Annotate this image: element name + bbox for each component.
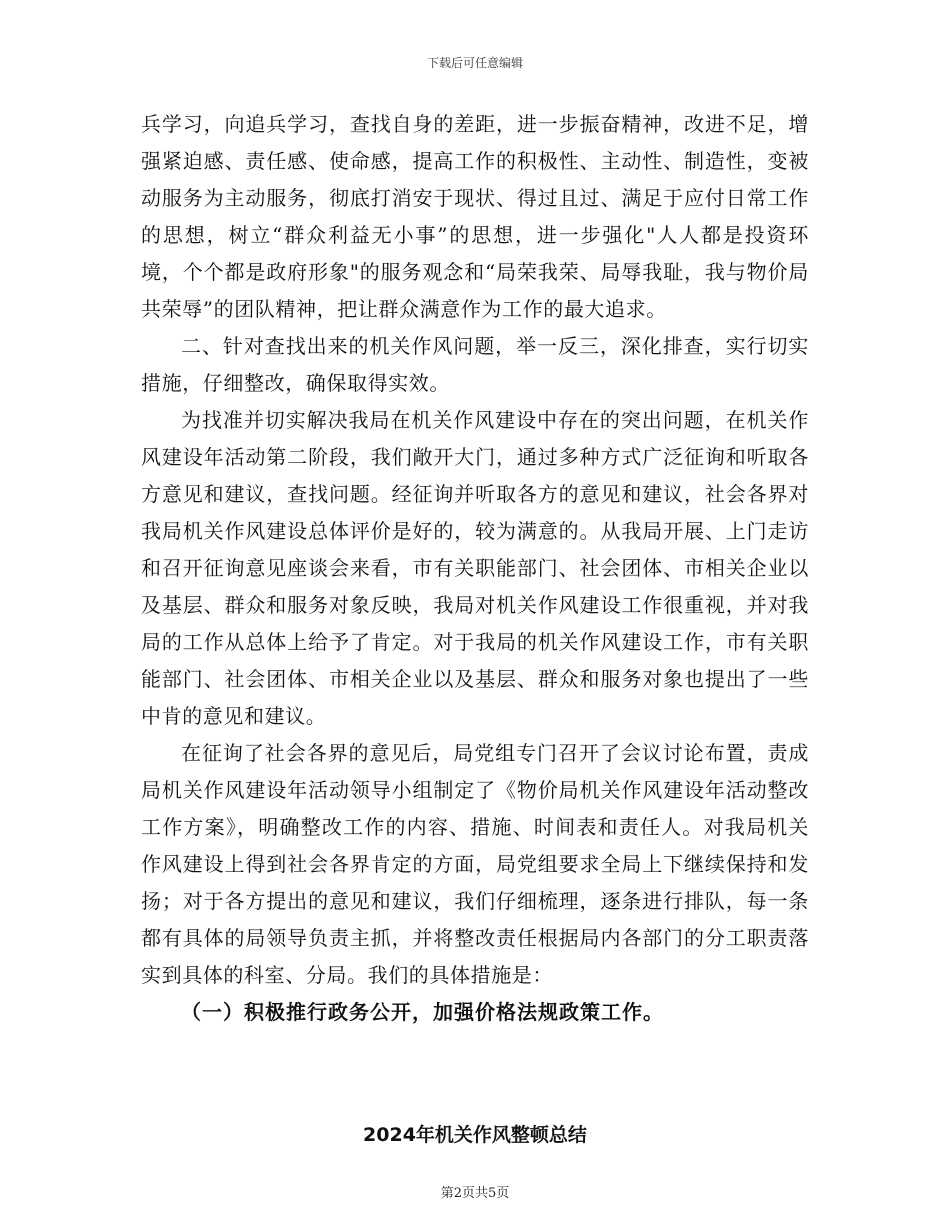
- paragraph-continuation: 兵学习，向追兵学习，查找自身的差距，进一步振奋精神，改进不足，增强紧迫感、责任感、使命感，提高工作的积极性、主动性、制造性，变被动服务为主动服务，彻底打消安于现状、得过且过、满足于应付日常工作的思想，树立“群众利益无小事”的思想，进一步强化"人人都是投资环境，个个都是政府形象"的服务观念和“局荣我荣、局辱我耻，我与物价局共荣辱”的团队精神，把让群众满意作为工作的最大追求。: [141, 112, 809, 321]
- subheading-one: （一）积极推行政务公开，加强价格法规政策工作。: [181, 1000, 664, 1024]
- document-body: [141, 106, 809, 1031]
- paragraph-measures: 在征询了社会各界的意见后，局党组专门召开了会议讨论布置，责成局机关作风建设年活动领导小组制定了《物价局机关作风建设年活动整改工作方案》，明确整改工作的内容、措施、时间表和责任人。对我局机关作风建设上得到社会各界肯定的方面，局党组要求全局上下继续保持和发扬；对于各方提出的意见和建议，我们仔细梳理，逐条进行排队，每一条都有具体的局领导负责主抓，并将整改责任根据局内各部门的分工职责落实到具体的科室、分局。我们的具体措施是：: [141, 741, 809, 987]
- paragraph-section-two: 二、针对查找出来的机关作风问题，举一反三，深化排查，实行切实措施，仔细整改，确保取得实效。: [141, 334, 809, 395]
- paragraph-feedback: 为找准并切实解决我局在机关作风建设中存在的突出问题，在机关作风建设年活动第二阶段，我们敞开大门，通过多种方式广泛征询和听取各方意见和建议，查找问题。经征询并听取各方的意见和建议，社会各界对我局机关作风建设总体评价是好的，较为满意的。从我局开展、上门走访和召开征询意见座谈会来看，市有关职能部门、社会团体、市相关企业以及基层、群众和服务对象反映，我局对机关作风建设工作很重视，并对我局的工作从总体上给予了肯定。对于我局的机关作风建设工作，市有关职能部门、社会团体、市相关企业以及基层、群众和服务对象也提出了一些中肯的意见和建议。: [141, 408, 809, 728]
- page-footer: 第2页共5页: [440, 1186, 510, 1201]
- page-header: 下载后可任意编辑: [426, 56, 523, 70]
- section-title: 2024年机关作风整顿总结: [363, 1124, 587, 1146]
